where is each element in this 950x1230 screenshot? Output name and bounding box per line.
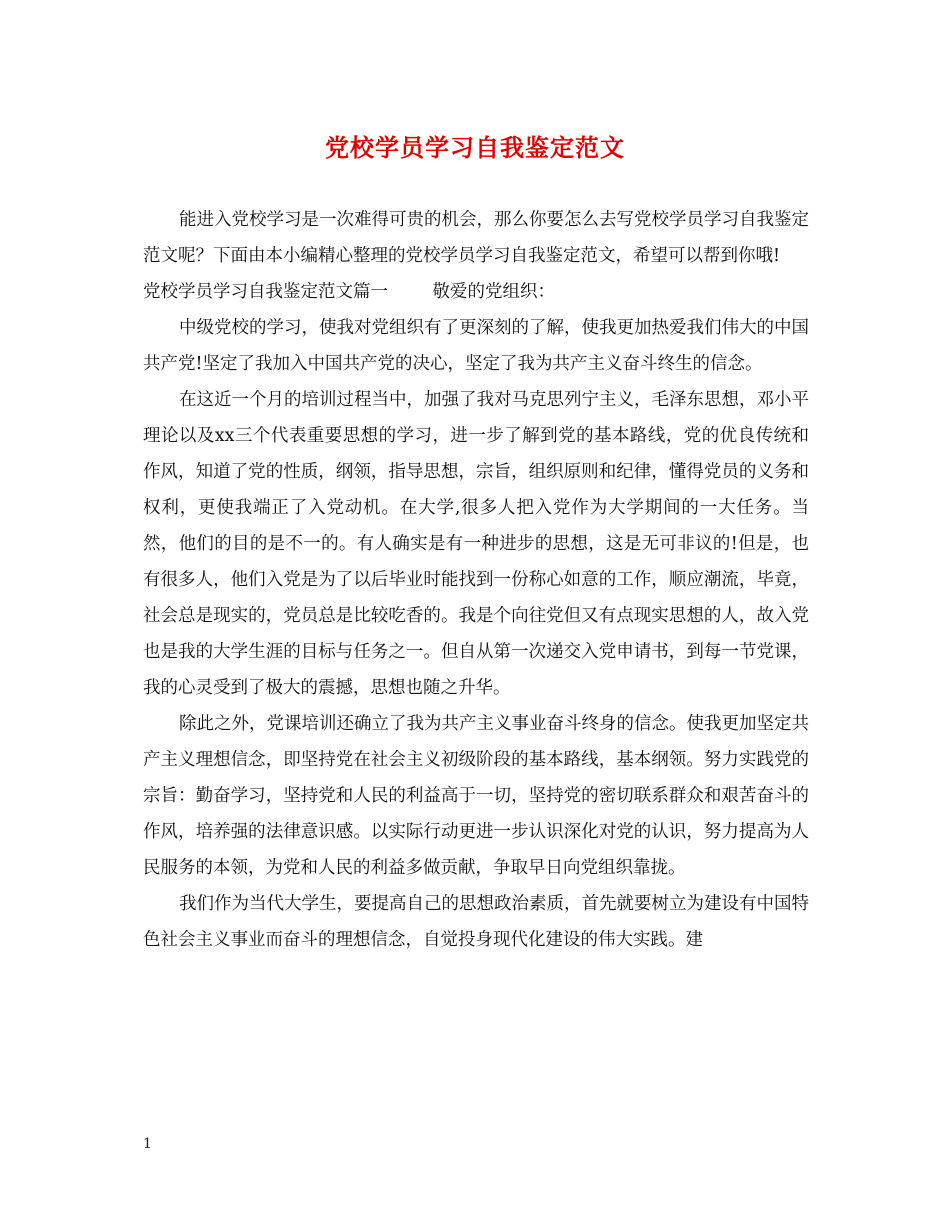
- section-heading: 党校学员学习自我鉴定范文篇一: [143, 282, 388, 302]
- document-body: [143, 202, 809, 958]
- section-heading-line: [143, 274, 809, 310]
- body-paragraph-4: 我们作为当代大学生，要提高自己的思想政治素质，首先就要树立为建设有中国特色社会主义事业而奋斗的理想信念，自觉投身现代化建设的伟大实践。建: [143, 894, 809, 950]
- page-title: 党校学员学习自我鉴定范文: [325, 133, 625, 162]
- intro-paragraph: 能进入党校学习是一次难得可贵的机会，那么你要怎么去写党校学员学习自我鉴定范文呢？下面由本小编精心整理的党校学员学习自我鉴定范文，希望可以帮到你哦!: [143, 210, 809, 266]
- body-paragraph-2: 在这近一个月的培训过程当中，加强了我对马克思列宁主义，毛泽东思想，邓小平理论以及xx三个代表重要思想的学习，进一步了解到党的基本路线，党的优良传统和作风，知道了党的性质，纲领，指导思想，宗旨，组织原则和纪律，懂得党员的义务和权利，更使我端正了入党动机。在大学,很多人把入党作为大学期间的一大任务。当然，他们的目的是不一的。有人确实是有一种进步的思想，这是无可非议的!但是，也有很多人，他们入党是为了以后毕业时能找到一份称心如意的工作，顺应潮流，毕竟，社会总是现实的，党员总是比较吃香的。我是个向往党但又有点现实思想的人，故入党也是我的大学生涯的目标与任务之一。但自从第一次递交入党申请书，到每一节党课，我的心灵受到了极大的震撼，思想也随之升华。: [143, 390, 809, 698]
- page-number: 1: [143, 1136, 152, 1152]
- body-paragraph-3: 除此之外，党课培训还确立了我为共产主义事业奋斗终身的信念。使我更加坚定共产主义理想信念，即坚持党在社会主义初级阶段的基本路线，基本纲领。努力实践党的宗旨：勤奋学习，坚持党和人民的利益高于一切，坚持党的密切联系群众和艰苦奋斗的作风，培养强的法律意识感。以实际行动更进一步认识深化对党的认识，努力提高为人民服务的本领，为党和人民的利益多做贡献，争取早日向党组织靠拢。: [143, 714, 809, 878]
- body-paragraph-1: 中级党校的学习，使我对党组织有了更深刻的了解，使我更加热爱我们伟大的中国共产党!坚定了我加入中国共产党的决心，坚定了我为共产主义奋斗终生的信念。: [143, 318, 809, 374]
- salutation: 敬爱的党组织：: [432, 282, 556, 302]
